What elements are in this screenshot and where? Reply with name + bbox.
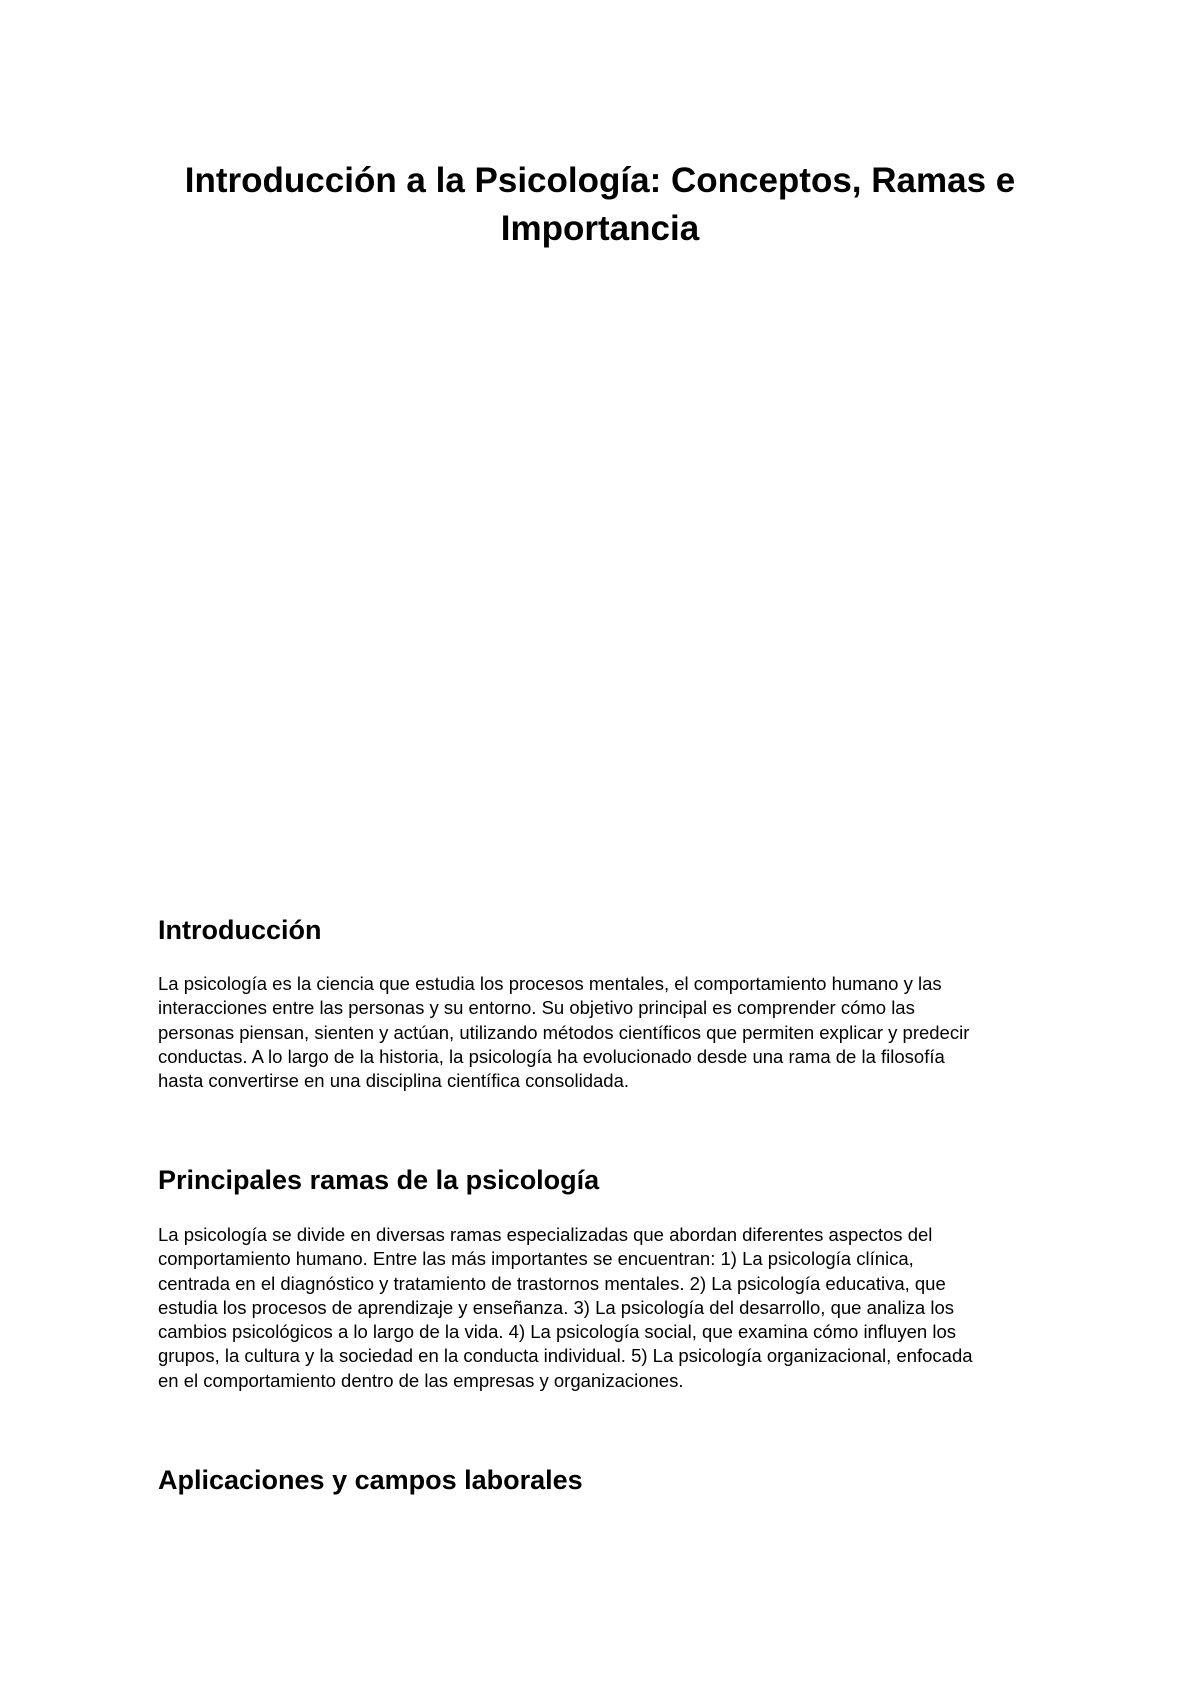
paragraph-line: La psicología se divide en diversas ramas especializadas que abordan diferentes aspectos del xyxy=(158,1224,933,1245)
paragraph-line: interacciones entre las personas y su entorno. Su objetivo principal es comprender cómo las xyxy=(158,997,915,1019)
paragraph-line: conductas. A lo largo de la historia, la psicología ha evolucionado desde una rama de la filosofía xyxy=(158,1045,945,1067)
title-line: Importancia xyxy=(500,209,700,248)
paragraph-introduccion xyxy=(158,972,1058,1093)
paragraph-ramas xyxy=(158,1223,1058,1393)
paragraph-line: personas piensan, sienten y actúan, utilizando métodos científicos que permiten explicar y predecir xyxy=(158,1021,970,1043)
section-heading-ramas: Principales ramas de la psicología xyxy=(158,1165,600,1195)
paragraph-line: estudia los procesos de aprendizaje y enseñanza. 3) La psicología del desarrollo, que analiza los xyxy=(158,1296,955,1318)
paragraph-line: cambios psicológicos a lo largo de la vida. 4) La psicología social, que examina cómo influyen los xyxy=(158,1321,956,1343)
document-title xyxy=(150,157,1050,253)
section-heading-introduccion: Introducción xyxy=(158,915,322,945)
paragraph-line: comportamiento humano. Entre las más importantes se encuentran: 1) La psicología clínica, xyxy=(158,1248,914,1270)
section-heading-aplicaciones: Aplicaciones y campos laborales xyxy=(158,1465,583,1495)
title-line: Introducción a la Psicología: Conceptos, Ramas e xyxy=(184,161,1016,200)
paragraph-line: centrada en el diagnóstico y tratamiento de trastornos mentales. 2) La psicología educativa, que xyxy=(158,1272,946,1294)
paragraph-line: hasta convertirse en una disciplina científica consolidada. xyxy=(158,1070,630,1092)
paragraph-line: en el comportamiento dentro de las empresas y organizaciones. xyxy=(158,1369,684,1391)
paragraph-line: La psicología es la ciencia que estudia los procesos mentales, el comportamiento humano y las xyxy=(158,973,942,994)
paragraph-line: grupos, la cultura y la sociedad en la conducta individual. 5) La psicología organizacional, enfocada xyxy=(158,1345,973,1367)
